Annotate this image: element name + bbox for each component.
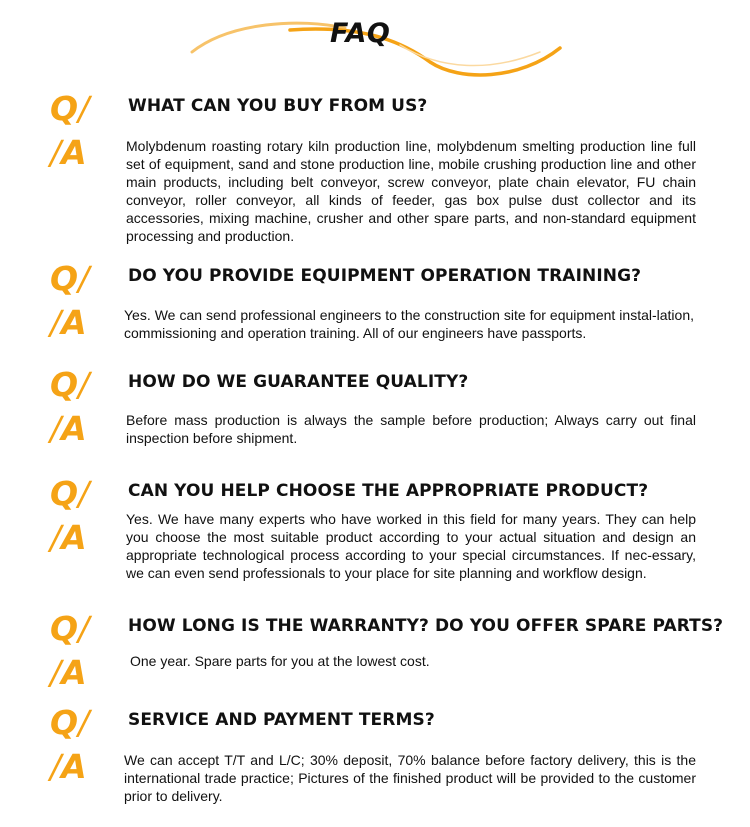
faq-header: [0, 0, 750, 90]
question-mark-icon: Q/: [50, 474, 90, 513]
answer-mark-icon: /A: [50, 133, 87, 172]
faq-answer: Molybdenum roasting rotary kiln production line, molybdenum smelting production line full set of equipment, sand and stone production line, mobile crushing production line and other main products, including belt conveyor, screw conveyor, plate chain elevator, FU chain conveyor, roller conveyor, all kinds of feeder, gas box pulse dust collector and its accessories, mixing machine, crusher and other spare parts, and non-standard equipment processing and production.: [126, 138, 696, 244]
answer-mark-icon: /A: [50, 747, 87, 786]
question-mark-icon: Q/: [50, 703, 90, 742]
faq-question: DO YOU PROVIDE EQUIPMENT OPERATION TRAINING?: [128, 266, 642, 286]
answer-mark-icon: /A: [50, 653, 87, 692]
question-mark-icon: Q/: [50, 259, 90, 298]
faq-answer: One year. Spare parts for you at the lowest cost.: [130, 653, 430, 669]
answer-mark-icon: /A: [50, 409, 87, 448]
faq-answer: Yes. We can send professional engineers to the construction site for equipment instal-lation, commissioning and operation training. All of our engineers have passports.: [124, 307, 694, 341]
answer-mark-icon: /A: [50, 303, 87, 342]
faq-question: HOW LONG IS THE WARRANTY? DO YOU OFFER SPARE PARTS?: [128, 616, 724, 636]
question-mark-icon: Q/: [50, 89, 90, 128]
answer-mark-icon: /A: [50, 518, 87, 557]
faq-question: WHAT CAN YOU BUY FROM US?: [128, 96, 428, 116]
faq-answer: Before mass production is always the sample before production; Always carry out final inspection before shipment.: [126, 412, 696, 446]
faq-question: HOW DO WE GUARANTEE QUALITY?: [128, 372, 469, 392]
question-mark-icon: Q/: [50, 609, 90, 648]
question-mark-icon: Q/: [50, 365, 90, 404]
faq-question: CAN YOU HELP CHOOSE THE APPROPRIATE PRODUCT?: [128, 481, 649, 501]
faq-answer: We can accept T/T and L/C; 30% deposit, 70% balance before factory delivery, this is the international trade practice; Pictures of the finished product will be provided to the customer prior to delivery.: [124, 752, 696, 804]
faq-answer: Yes. We have many experts who have worked in this field for many years. They can help you choose the most suitable product according to your actual situation and design an appropriate technological process according to your special circumstances. If nec-essary, we can even send professionals to your place for site planning and workflow design.: [126, 511, 696, 581]
faq-question: SERVICE AND PAYMENT TERMS?: [128, 710, 435, 730]
page-title: FAQ: [330, 18, 391, 49]
